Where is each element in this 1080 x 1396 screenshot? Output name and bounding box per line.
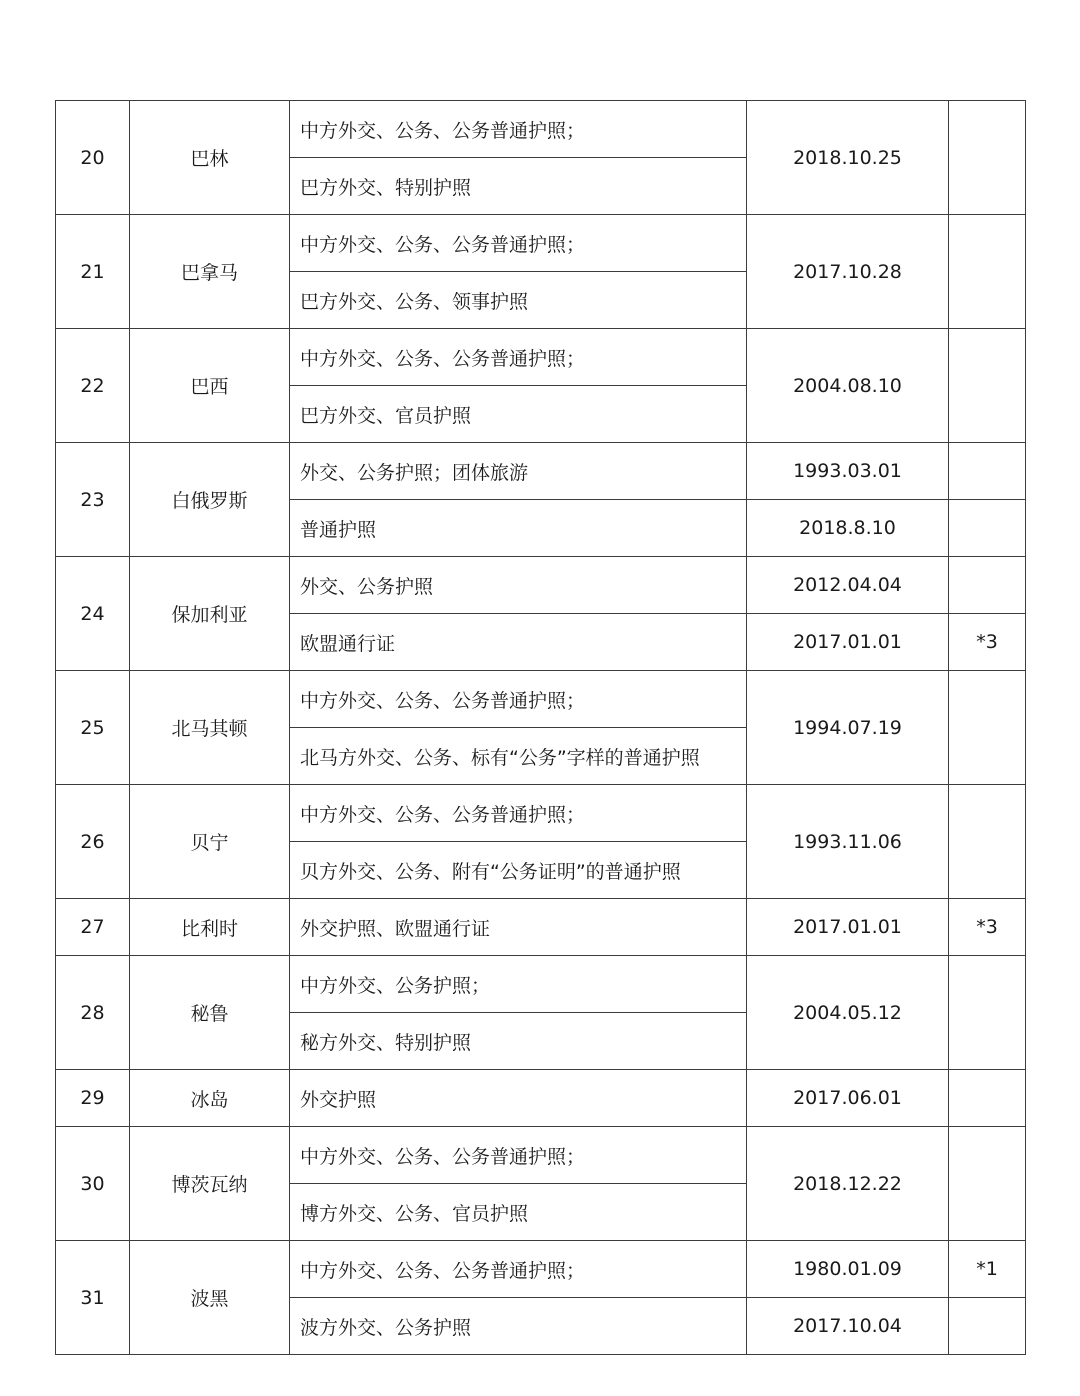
- passport-type: 巴方外交、公务、领事护照: [290, 272, 747, 329]
- passport-type: 贝方外交、公务、附有“公务证明”的普通护照: [290, 842, 747, 899]
- country-name: 保加利亚: [130, 557, 290, 671]
- country-name: 冰岛: [130, 1070, 290, 1127]
- country-name: 巴拿马: [130, 215, 290, 329]
- table-row: [56, 557, 1026, 614]
- remark: [949, 1298, 1026, 1355]
- passport-type: 中方外交、公务、公务普通护照；: [290, 785, 747, 842]
- remark: [949, 557, 1026, 614]
- country-name: 贝宁: [130, 785, 290, 899]
- country-name: 秘鲁: [130, 956, 290, 1070]
- passport-type: 波方外交、公务护照: [290, 1298, 747, 1355]
- table-row: [56, 443, 1026, 500]
- effective-date: 2017.06.01: [747, 1070, 949, 1127]
- remark: [949, 671, 1026, 785]
- passport-type: 中方外交、公务、公务普通护照；: [290, 329, 747, 386]
- remark: *3: [949, 899, 1026, 956]
- effective-date: 1980.01.09: [747, 1241, 949, 1298]
- passport-type: 外交、公务护照；团体旅游: [290, 443, 747, 500]
- visa-exemption-table: [55, 100, 1026, 1355]
- effective-date: 2004.05.12: [747, 956, 949, 1070]
- table-row: [56, 329, 1026, 386]
- row-number: 25: [56, 671, 130, 785]
- row-number: 28: [56, 956, 130, 1070]
- effective-date: 2018.8.10: [747, 500, 949, 557]
- passport-type: 中方外交、公务、公务普通护照；: [290, 671, 747, 728]
- table-row: [56, 899, 1026, 956]
- effective-date: 1993.11.06: [747, 785, 949, 899]
- passport-type: 中方外交、公务护照；: [290, 956, 747, 1013]
- remark: [949, 443, 1026, 500]
- row-number: 20: [56, 101, 130, 215]
- remark: [949, 329, 1026, 443]
- remark: [949, 785, 1026, 899]
- row-number: 21: [56, 215, 130, 329]
- passport-type: 中方外交、公务、公务普通护照；: [290, 1127, 747, 1184]
- remark: [949, 500, 1026, 557]
- passport-type: 巴方外交、特别护照: [290, 158, 747, 215]
- passport-type: 中方外交、公务、公务普通护照；: [290, 1241, 747, 1298]
- remark: [949, 215, 1026, 329]
- remark: [949, 101, 1026, 215]
- row-number: 29: [56, 1070, 130, 1127]
- table-row: [56, 1241, 1026, 1298]
- passport-type: 外交、公务护照: [290, 557, 747, 614]
- passport-type: 中方外交、公务、公务普通护照；: [290, 101, 747, 158]
- passport-type: 普通护照: [290, 500, 747, 557]
- table-row: [56, 1127, 1026, 1184]
- country-name: 巴西: [130, 329, 290, 443]
- passport-type: 中方外交、公务、公务普通护照；: [290, 215, 747, 272]
- remark: *3: [949, 614, 1026, 671]
- effective-date: 2017.10.28: [747, 215, 949, 329]
- table-row: [56, 785, 1026, 842]
- passport-type: 博方外交、公务、官员护照: [290, 1184, 747, 1241]
- country-name: 白俄罗斯: [130, 443, 290, 557]
- country-name: 波黑: [130, 1241, 290, 1355]
- passport-type: 欧盟通行证: [290, 614, 747, 671]
- row-number: 30: [56, 1127, 130, 1241]
- effective-date: 2004.08.10: [747, 329, 949, 443]
- country-name: 博茨瓦纳: [130, 1127, 290, 1241]
- effective-date: 2017.10.04: [747, 1298, 949, 1355]
- table-body: [56, 101, 1026, 1355]
- table-row: [56, 1070, 1026, 1127]
- country-name: 巴林: [130, 101, 290, 215]
- row-number: 27: [56, 899, 130, 956]
- remark: [949, 1127, 1026, 1241]
- effective-date: 2017.01.01: [747, 899, 949, 956]
- passport-type: 北马方外交、公务、标有“公务”字样的普通护照: [290, 728, 747, 785]
- passport-type: 外交护照: [290, 1070, 747, 1127]
- effective-date: 1994.07.19: [747, 671, 949, 785]
- table-row: [56, 215, 1026, 272]
- row-number: 26: [56, 785, 130, 899]
- table-row: [56, 101, 1026, 158]
- table-row: [56, 671, 1026, 728]
- remark: [949, 956, 1026, 1070]
- passport-type: 外交护照、欧盟通行证: [290, 899, 747, 956]
- table-row: [56, 956, 1026, 1013]
- country-name: 北马其顿: [130, 671, 290, 785]
- passport-type: 秘方外交、特别护照: [290, 1013, 747, 1070]
- effective-date: 2017.01.01: [747, 614, 949, 671]
- effective-date: 1993.03.01: [747, 443, 949, 500]
- row-number: 23: [56, 443, 130, 557]
- row-number: 31: [56, 1241, 130, 1355]
- effective-date: 2012.04.04: [747, 557, 949, 614]
- effective-date: 2018.10.25: [747, 101, 949, 215]
- row-number: 24: [56, 557, 130, 671]
- remark: *1: [949, 1241, 1026, 1298]
- country-name: 比利时: [130, 899, 290, 956]
- row-number: 22: [56, 329, 130, 443]
- effective-date: 2018.12.22: [747, 1127, 949, 1241]
- remark: [949, 1070, 1026, 1127]
- passport-type: 巴方外交、官员护照: [290, 386, 747, 443]
